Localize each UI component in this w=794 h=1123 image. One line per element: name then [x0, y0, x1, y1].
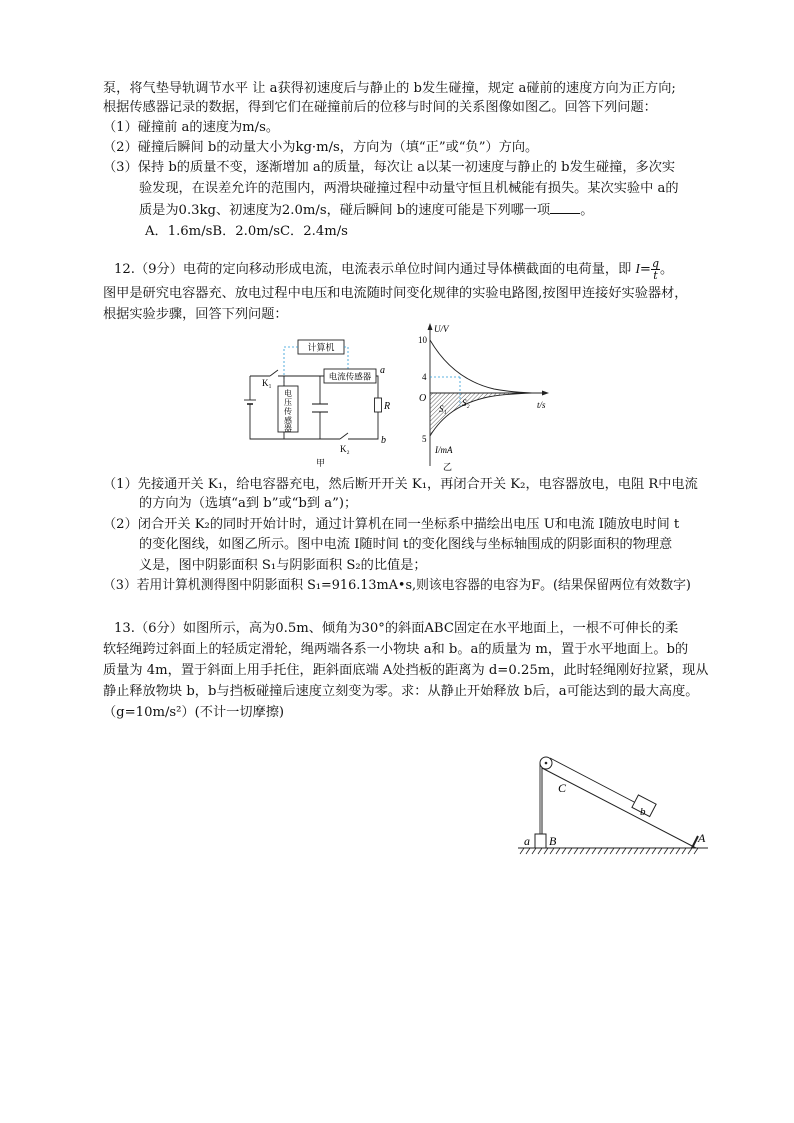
q11-part-1: （1）碰撞前 a的速度为m/s。 [103, 120, 280, 135]
q12-heading [114, 258, 673, 281]
q12-line-3: 根据实验步骤，回答下列问题： [103, 307, 288, 322]
formula-t: t [653, 269, 658, 282]
label-r: R [384, 401, 391, 412]
label-point-c: C [558, 781, 567, 795]
data-link-left [284, 347, 298, 386]
s2-label: S₂ [462, 398, 470, 408]
i-axis-label: I/mA [435, 445, 453, 455]
q12-heading-text: 12.（9分）电荷的定向移动形成电流，电流表示单位时间内通过导体横截面的电荷量，即 [114, 262, 632, 277]
voltage-sensor-char-1: 电 [284, 389, 292, 398]
q12-part-1-line-2: 的方向为（选填“a到 b”或“b到 a”)； [139, 496, 358, 511]
circuit-diagram [236, 336, 398, 468]
formula-q: q [651, 257, 660, 270]
label-block-b: b [640, 806, 646, 818]
q11-part-3-end: 。 [580, 203, 594, 218]
q11-part-3-text: 质是为0.3kg、初速度为2.0m/s，碰后瞬间 b的速度可能是下列哪一项 [139, 203, 551, 218]
voltage-sensor-char-3: 传 [284, 407, 292, 416]
q11-part-2: （2）碰撞后瞬间 b的动量大小为kg·m/s，方向为（填“正”或“负”）方向。 [103, 140, 539, 155]
q11-part-3-line-3 [139, 201, 593, 220]
switch-k1 [270, 370, 278, 376]
incline-figure [512, 748, 712, 858]
q13-line-4: 静止释放物块 b，b与挡板碰撞后速度立刻变为零。求：从静止开始释放 b后，a可能达到的最大高度。 [103, 684, 699, 699]
switch-k2 [340, 433, 348, 439]
q12-line-2: 图甲是研究电容器充、放电过程中电压和电流随时间变化规律的实验电路图,按图甲连接好实验器材， [103, 286, 688, 301]
tick-4: 4 [422, 372, 427, 382]
answer-blank[interactable] [550, 201, 580, 214]
q12-part-1-line-1: （1）先接通开关 K₁，给电容器充电，然后断开开关 K₁，再闭合开关 K₂，电容器放电，电阻 R中电流 [103, 477, 698, 492]
q13-line-3: 质量为 4m，置于斜面上用手托住，距斜面底端 A处挡板的距离为 d=0.25m，此时轻绳刚好拉紧，现从 [103, 663, 709, 678]
block-a [535, 834, 546, 848]
origin-label: O [419, 393, 427, 404]
q13-line-2: 软轻绳跨过斜面上的轻质定滑轮，绳两端各系一小物块 a和 b。a的质量为 m，置于水平地面上。b的 [103, 642, 689, 657]
incline-abc [542, 768, 696, 848]
t-axis-label: t/s [537, 400, 546, 410]
s1-label: S₁ [439, 404, 447, 414]
label-k1: K₁ [262, 378, 272, 388]
graph-caption: 乙 [443, 462, 453, 472]
current-sensor-label: 电流传感器 [328, 371, 372, 382]
voltage-sensor-char-4: 感 [284, 416, 292, 425]
data-link-right [344, 347, 348, 369]
q13-line-5: （g=10m/s²）(不计一切摩擦) [103, 705, 285, 720]
ground-hatching [520, 848, 698, 854]
resistor-r [375, 398, 382, 412]
voltage-sensor-char-2: 压 [284, 398, 292, 407]
label-block-a: a [524, 834, 530, 848]
q12-part-2-line-3: 义是，图中阴影面积 S₁与阴影面积 S₂的比值是； [139, 558, 427, 573]
q12-part-3: （3）若用计算机测得图中阴影面积 S₁=916.13mA•s,则该电容器的电容为F。(结果保留两位有效数字) [103, 578, 691, 593]
voltage-sensor-char-5: 器 [284, 424, 292, 433]
label-point-b: B [549, 834, 557, 848]
tick-5: 5 [422, 434, 427, 444]
label-b: b [381, 435, 386, 446]
u-axis-label: U/V [434, 324, 449, 334]
label-point-a: A [698, 831, 706, 845]
q12-heading-end: 。 [660, 262, 674, 277]
circuit-caption: 甲 [316, 458, 326, 468]
tick-10: 10 [418, 335, 427, 345]
q11-options: A．1.6m/sB．2.0m/sC．2.4m/s [145, 224, 348, 239]
computer-label: 计算机 [307, 342, 335, 353]
voltage-curve [430, 340, 532, 393]
label-k2: K₂ [340, 444, 350, 454]
formula-i: I [635, 261, 640, 276]
formula-equals: = [639, 262, 651, 277]
q11-intro-line-1: 泵，将气垫导轨调节水平 让 a获得初速度后与静止的 b发生碰撞，规定 a碰前的速度方向为正方向; [103, 81, 676, 96]
voltage-current-graph [408, 320, 568, 472]
q13-line-1: 13.（6分）如图所示，高为0.5m、倾角为30°的斜面ABC固定在水平地面上，一根不可伸长的柔 [114, 621, 679, 636]
q11-intro-line-2: 根据传感器记录的数据，得到它们在碰撞前后的位移与时间的关系图像如图乙。回答下列问题： [103, 100, 657, 115]
formula-fraction [651, 258, 660, 281]
q12-part-2-line-2: 的变化图线，如图乙所示。图中电流 I随时间 t的变化图线与坐标轴围成的阴影面积的物理意 [139, 537, 673, 552]
q11-part-3-line-1: （3）保持 b的质量不变，逐渐增加 a的质量，每次让 a以某一初速度与静止的 b发生碰撞，多次实 [103, 160, 676, 175]
q11-part-3-line-2: 验发现，在误差允许的范围内，两滑块碰撞过程中动量守恒且机械能有损失。某次实验中 a的 [139, 181, 679, 196]
q12-part-2-line-1: （2）闭合开关 K₂的同时开始计时，通过计算机在同一坐标系中描绘出电压 U和电流 I随放电时间 t [103, 517, 680, 532]
label-a: a [380, 365, 385, 376]
